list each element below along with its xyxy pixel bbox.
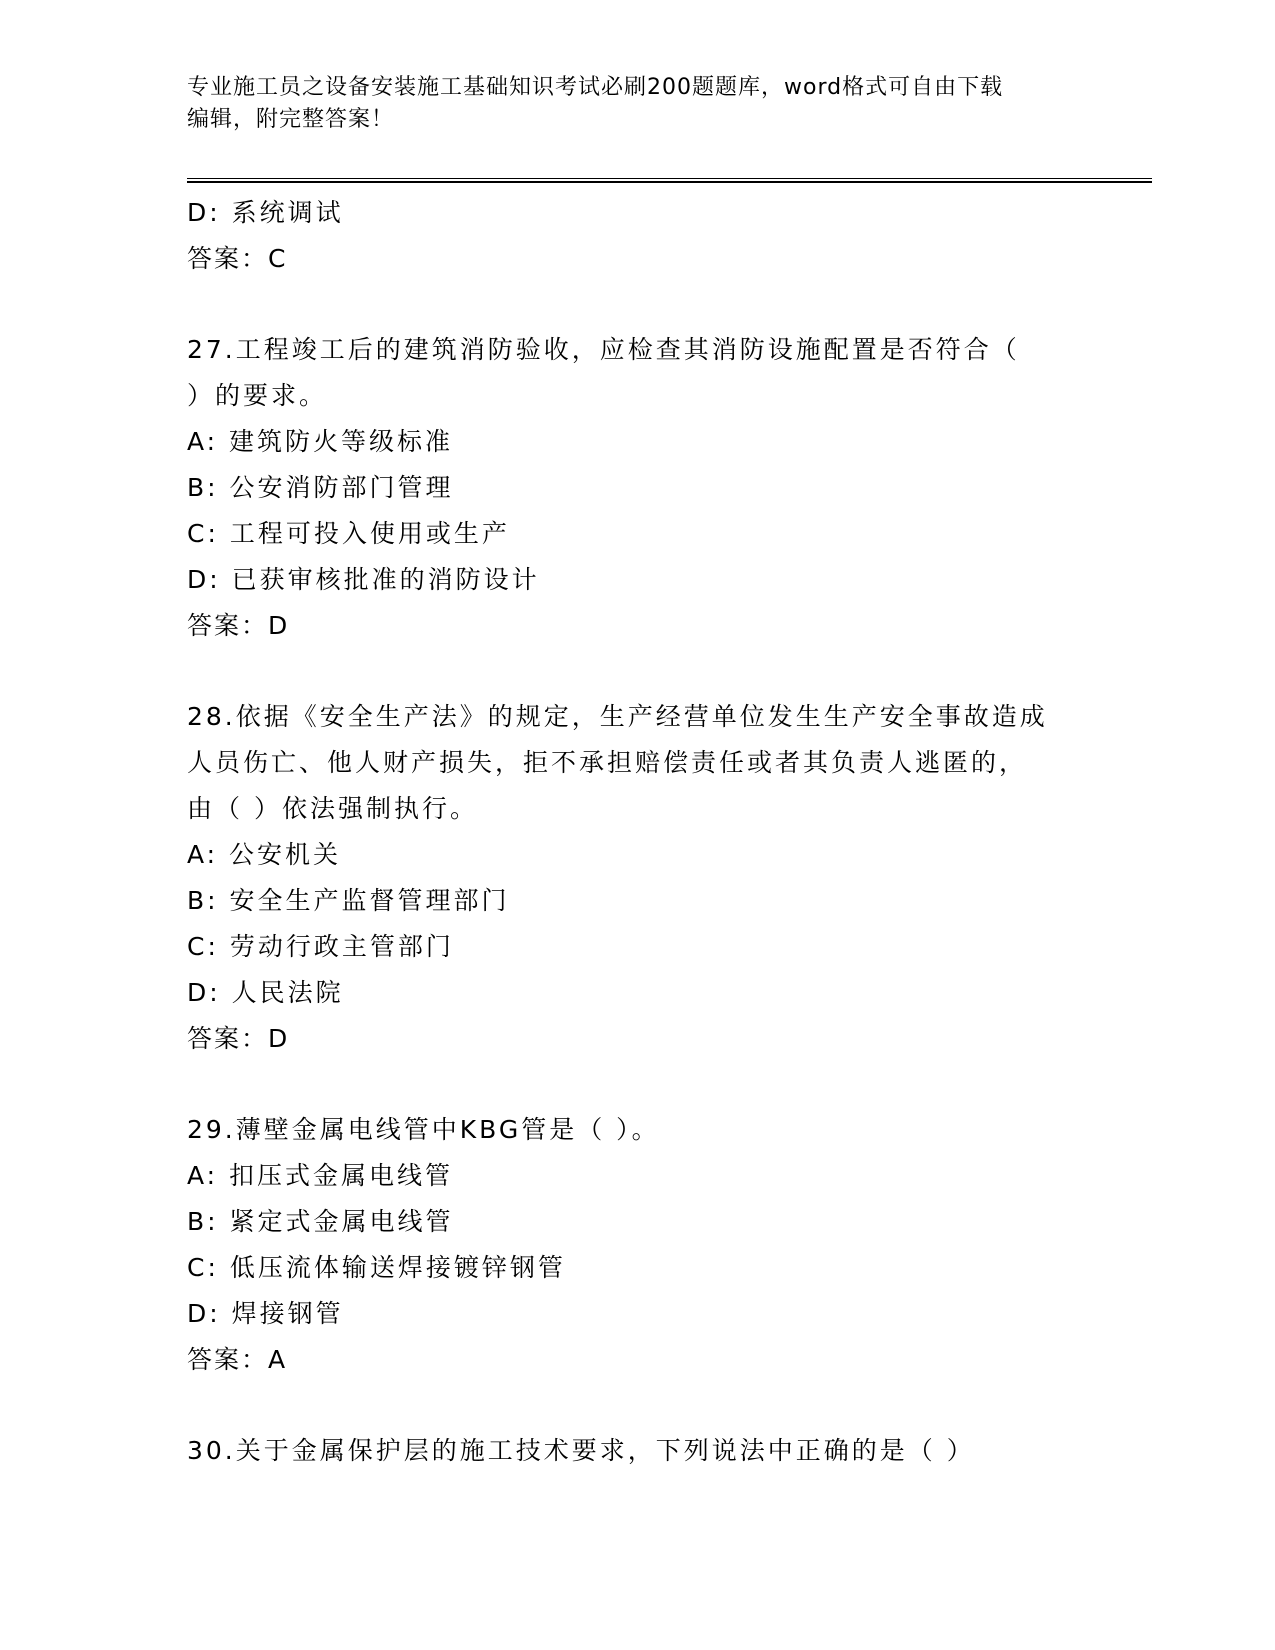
page-header: [187, 72, 1067, 136]
option-c: C: 劳动行政主管部门: [187, 932, 454, 961]
answer: 答案：D: [187, 611, 290, 640]
question-29: [187, 1107, 1087, 1383]
stem-line: 由（ ）依法强制执行。: [187, 794, 478, 823]
stem-line: 28.依据《安全生产法》的规定，生产经营单位发生生产安全事故造成: [187, 702, 1048, 731]
stem-line: 27.工程竣工后的建筑消防验收，应检查其消防设施配置是否符合（: [187, 335, 1020, 364]
header-divider-thick: [187, 181, 1152, 183]
header-title-line-2: 编辑，附完整答案！: [187, 107, 395, 132]
question-28: [187, 694, 1087, 1062]
answer: 答案：A: [187, 1345, 288, 1374]
stem-line: 人员伤亡、他人财产损失，拒不承担赔偿责任或者其负责人逃匿的，: [187, 748, 1028, 777]
spacer: [187, 282, 1087, 327]
stem-line: 29.薄壁金属电线管中KBG管是（ ）。: [187, 1115, 660, 1144]
option-d: D: 系统调试: [187, 198, 344, 227]
option-a: A: 公安机关: [187, 840, 342, 869]
spacer: [187, 1062, 1087, 1107]
option-c: C: 工程可投入使用或生产: [187, 519, 510, 548]
question-stem: [187, 694, 1087, 832]
question-stem: [187, 1107, 1087, 1153]
answer: 答案：D: [187, 1024, 290, 1053]
answer: 答案：C: [187, 244, 288, 273]
option-b: B: 安全生产监督管理部门: [187, 886, 510, 915]
question-stem: [187, 1428, 1087, 1474]
option-d: D: 人民法院: [187, 978, 344, 1007]
header-title-line-1: 专业施工员之设备安装施工基础知识考试必刷200题题库，word格式可自由下载: [187, 75, 1004, 100]
option-d: D: 已获审核批准的消防设计: [187, 565, 540, 594]
stem-line: 30.关于金属保护层的施工技术要求，下列说法中正确的是（ ）: [187, 1436, 975, 1465]
option-d: D: 焊接钢管: [187, 1299, 344, 1328]
option-a: A: 建筑防火等级标准: [187, 427, 454, 456]
question-30: [187, 1428, 1087, 1474]
option-c: C: 低压流体输送焊接镀锌钢管: [187, 1253, 566, 1282]
spacer: [187, 1383, 1087, 1428]
option-b: B: 紧定式金属电线管: [187, 1207, 454, 1236]
option-b: B: 公安消防部门管理: [187, 473, 454, 502]
question-27: [187, 327, 1087, 649]
carryover-question: [187, 190, 1087, 282]
option-a: A: 扣压式金属电线管: [187, 1161, 454, 1190]
stem-line: ）的要求。: [187, 381, 328, 410]
document-body: [187, 190, 1087, 1474]
question-stem: [187, 327, 1087, 419]
header-divider-thin: [187, 178, 1152, 179]
spacer: [187, 649, 1087, 694]
